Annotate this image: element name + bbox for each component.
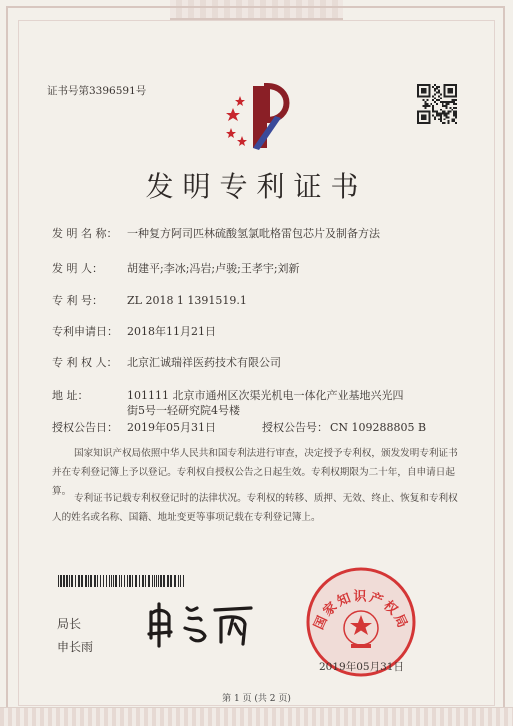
invention-name: 一种复方阿司匹林硫酸氢氯吡格雷包芯片及制备方法 [127, 227, 380, 240]
bottom-ornament [0, 707, 513, 726]
seal-text: 国家知识产权局 [311, 589, 411, 633]
patentee: 北京汇诚瑞祥医药技术有限公司 [127, 356, 281, 369]
seal-date: 2019年05月31日 [319, 661, 404, 673]
legal-status-paragraph: 专利证书记载专利权登记时的法律状况。专利权的转移、质押、无效、终止、恢复和专利权人的姓名或名称、国籍、地址变更等事项记载在专利登记簿上。 [52, 493, 458, 523]
filing-date-label: 专利申请日： [52, 325, 118, 338]
grant-date-label: 授权公告日： [52, 421, 118, 434]
certificate-title: 发明专利证书 [145, 170, 368, 203]
address-line-2: 街5号一轻研究院4号楼 [127, 404, 240, 417]
cnipa-logo-icon [223, 78, 293, 153]
grant-number: CN 109288805 B [330, 421, 427, 434]
certificate-number: 证书号第3396591号 [47, 85, 147, 97]
signature-icon [143, 598, 258, 648]
grant-number-label: 授权公告号： [262, 421, 328, 434]
patentee-label: 专 利 权 人： [52, 356, 118, 369]
director-name: 申长雨 [57, 640, 94, 654]
grant-date: 2019年05月31日 [127, 421, 216, 434]
invention-name-label: 发 明 名 称： [52, 227, 118, 240]
patent-number: ZL 2018 1 1391519.1 [127, 294, 247, 307]
inventors-label: 发 明 人： [52, 262, 103, 275]
address-label: 地 址： [52, 389, 89, 402]
patent-number-label: 专 利 号： [52, 294, 103, 307]
qr-code-icon [417, 84, 457, 124]
inventors: 胡建平;李冰;冯岩;卢骏;王孝宇;刘新 [127, 262, 300, 275]
grant-paragraph: 国家知识产权局依照中华人民共和国专利法进行审查，决定授予专利权，颁发发明专利证书并在专利登记簿上予以登记。专利权自授权公告之日起生效。专利权期限为二十年，自申请日起算。 [52, 448, 458, 497]
director-title: 局长 [57, 617, 82, 631]
barcode-icon [58, 575, 186, 587]
page-info: 第 1 页 (共 2 页) [222, 694, 291, 704]
address-line-1: 101111 北京市通州区次渠光机电一体化产业基地兴光四 [127, 389, 404, 402]
filing-date: 2018年11月21日 [127, 325, 216, 338]
